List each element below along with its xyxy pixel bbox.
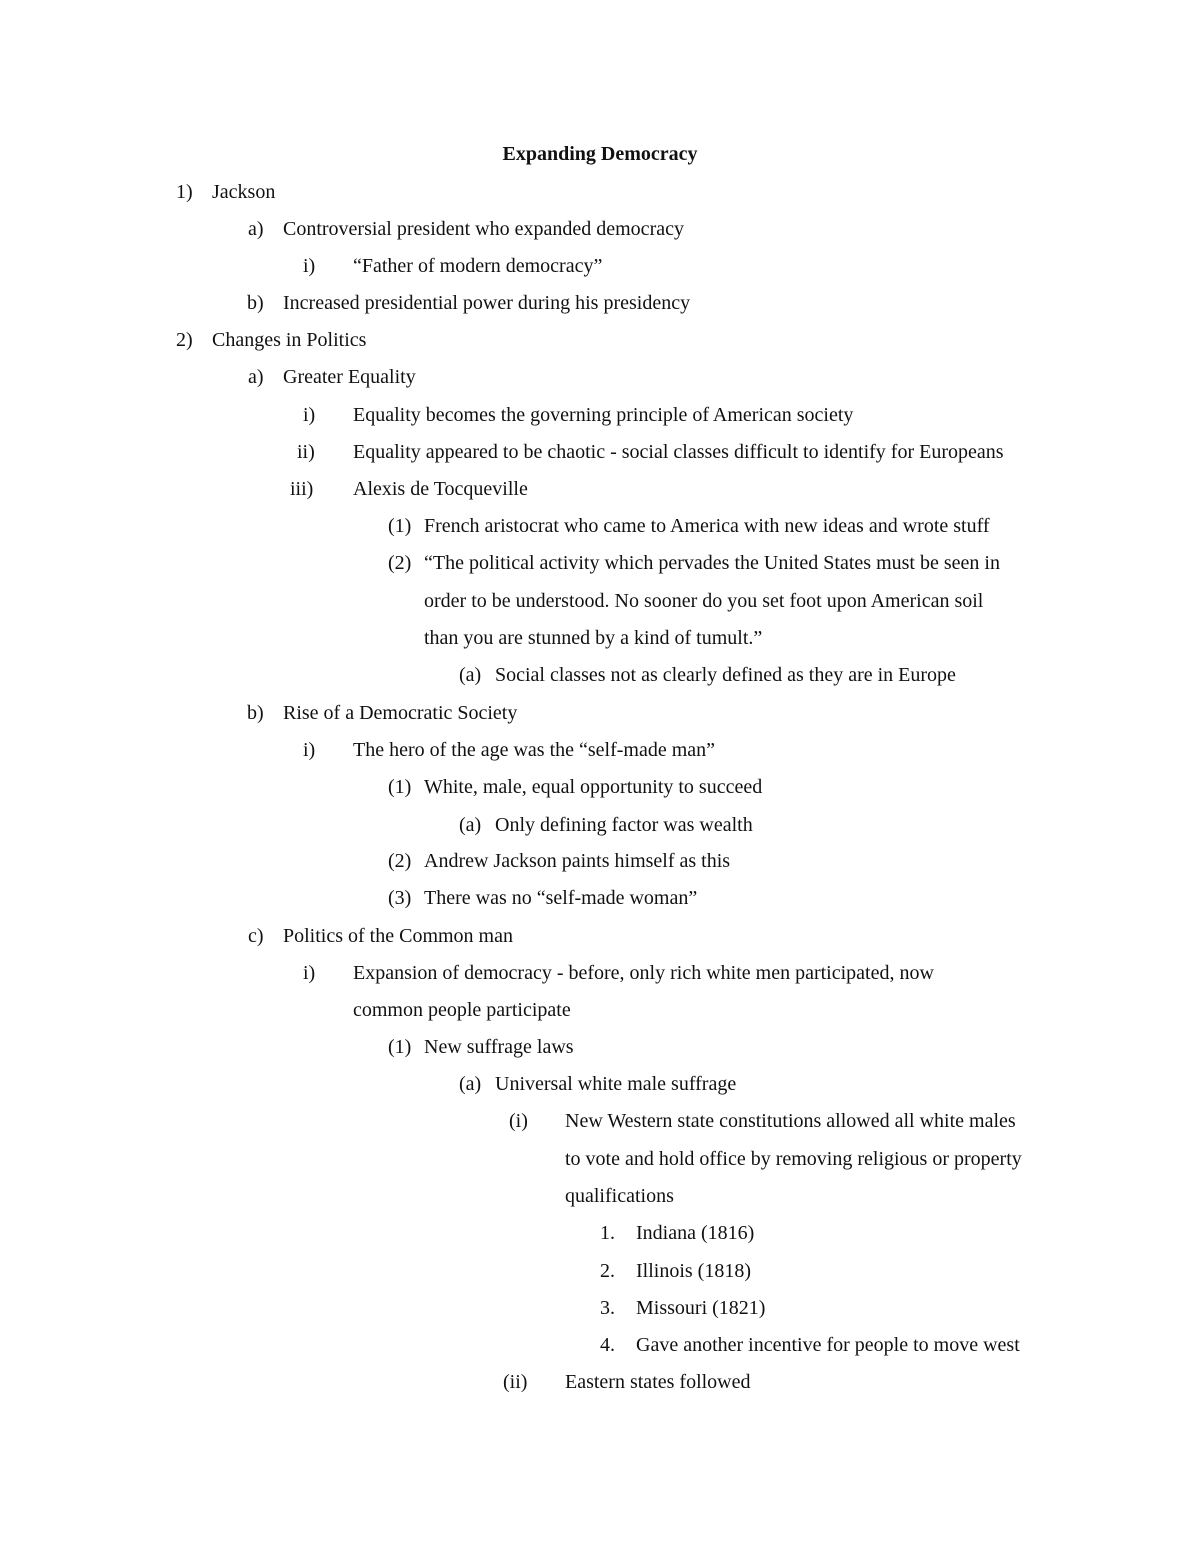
outline-text: order to be understood. No sooner do you set foot upon American soil: [424, 590, 984, 612]
outline-marker: a): [248, 218, 264, 240]
outline-marker: 2): [176, 329, 193, 351]
outline-marker: 3.: [600, 1297, 615, 1319]
outline-text: Equality appeared to be chaotic - social classes difficult to identify for Europeans: [353, 441, 1004, 463]
outline-marker: (1): [388, 515, 412, 537]
outline-text: Indiana (1816): [636, 1222, 755, 1244]
outline-text: Greater Equality: [283, 366, 416, 388]
outline-marker: 1.: [600, 1222, 615, 1244]
outline-marker: 4.: [600, 1334, 615, 1356]
outline-text: “Father of modern democracy”: [353, 255, 603, 277]
outline-text: “The political activity which pervades the United States must be seen in: [424, 552, 1000, 574]
outline-text: Illinois (1818): [636, 1260, 751, 1282]
outline-marker: (3): [388, 887, 412, 909]
outline-marker: b): [247, 702, 264, 724]
outline-text: Only defining factor was wealth: [495, 814, 753, 836]
outline-marker: (2): [388, 552, 412, 574]
outline-marker: (1): [388, 1036, 412, 1058]
outline-marker: ii): [297, 441, 315, 463]
outline-text: Gave another incentive for people to move west: [636, 1334, 1020, 1356]
outline-text: Equality becomes the governing principle of American society: [353, 404, 854, 426]
outline-text: Missouri (1821): [636, 1297, 766, 1319]
outline-text: New suffrage laws: [424, 1036, 574, 1058]
outline-text: than you are stunned by a kind of tumult.”: [424, 627, 763, 649]
outline-text: The hero of the age was the “self-made man”: [353, 739, 716, 761]
outline-text: New Western state constitutions allowed all white males: [565, 1110, 1016, 1132]
outline-marker: (a): [459, 814, 482, 836]
outline-marker: 2.: [600, 1260, 615, 1282]
outline-marker: i): [303, 739, 316, 761]
outline-marker: 1): [176, 181, 193, 203]
outline-marker: (1): [388, 776, 412, 798]
outline-marker: (a): [459, 664, 482, 686]
outline-text: Expansion of democracy - before, only rich white men participated, now: [353, 962, 934, 984]
outline-text: Rise of a Democratic Society: [283, 702, 518, 724]
outline-text: Alexis de Tocqueville: [353, 478, 528, 500]
outline-marker: (a): [459, 1073, 482, 1095]
outline-marker: i): [303, 255, 316, 277]
outline-marker: c): [248, 925, 264, 947]
outline-marker: (2): [388, 850, 412, 872]
outline-text: Politics of the Common man: [283, 925, 513, 947]
outline-text: Social classes not as clearly defined as they are in Europe: [495, 664, 956, 686]
page-title: Expanding Democracy: [502, 143, 698, 165]
outline-text: to vote and hold office by removing religious or property: [565, 1148, 1022, 1170]
outline-marker: (ii): [503, 1371, 528, 1393]
outline-text: Controversial president who expanded democracy: [283, 218, 684, 240]
outline-text: Eastern states followed: [565, 1371, 751, 1393]
outline-text: Increased presidential power during his presidency: [283, 292, 691, 314]
outline-text: White, male, equal opportunity to succeed: [424, 776, 763, 798]
outline-text: Jackson: [212, 181, 276, 203]
outline-text: common people participate: [353, 999, 571, 1021]
outline-text: Universal white male suffrage: [495, 1073, 737, 1095]
outline-marker: iii): [290, 478, 314, 500]
outline-marker: i): [303, 962, 316, 984]
outline-text: Changes in Politics: [212, 329, 367, 351]
outline-text: Andrew Jackson paints himself as this: [424, 850, 731, 872]
outline-text: French aristocrat who came to America with new ideas and wrote stuff: [424, 515, 990, 537]
outline-text: qualifications: [565, 1185, 674, 1207]
outline-marker: i): [303, 404, 316, 426]
outline-text: There was no “self-made woman”: [424, 887, 698, 909]
outline-marker: (i): [509, 1110, 528, 1132]
outline-marker: b): [247, 292, 264, 314]
outline-marker: a): [248, 366, 264, 388]
